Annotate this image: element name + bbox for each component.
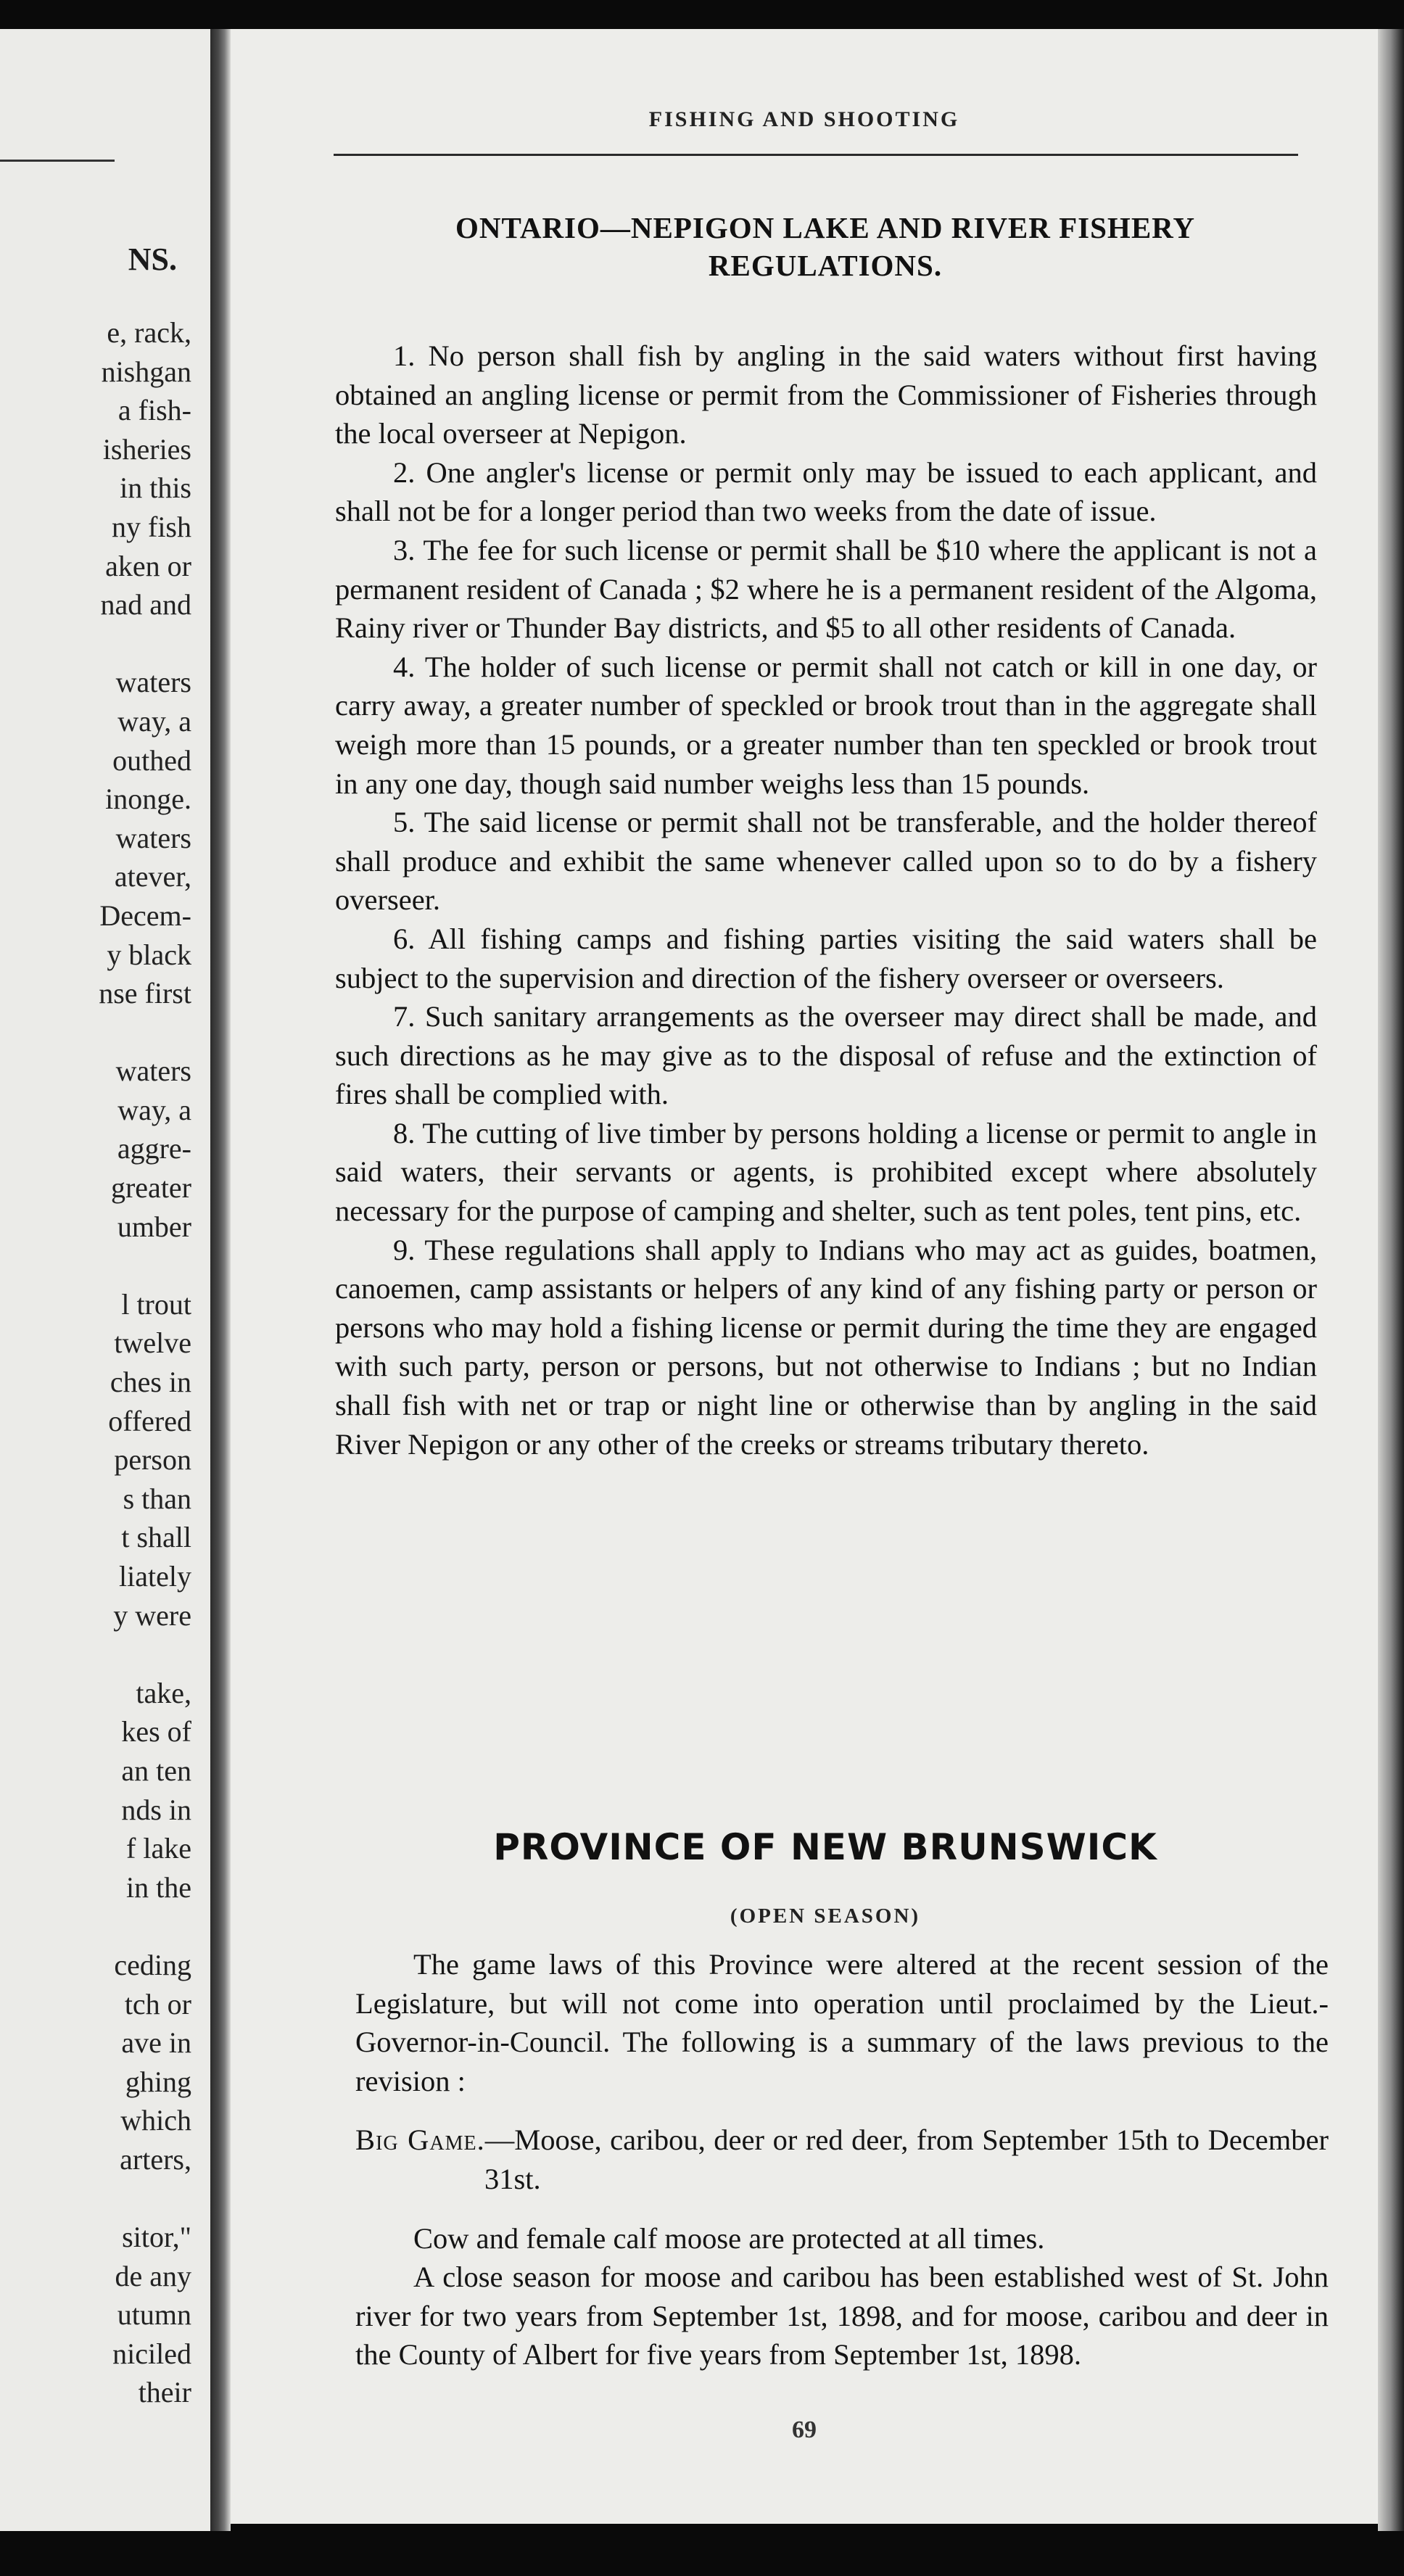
regulation-paragraph: 7. Such sanitary arrangements as the overseer may direct shall be made, and such directions as he may give as to the disposal of refuse and the extinction of fires shall be complied with. [335, 1000, 1317, 1111]
previous-page-line: de any [115, 2259, 191, 2292]
previous-page-line: take, [136, 1676, 191, 1709]
previous-page-line [3, 1907, 191, 1946]
regulation-paragraph: 1. No person shall fish by angling in the said waters without first having obtained an angling license or permit from the Commissioner of Fisheries through the local overseer at Nepigon. [335, 339, 1317, 450]
previous-page-line: sitor," [122, 2221, 191, 2254]
previous-page-line: e, rack, [107, 316, 191, 349]
page-number: 69 [792, 2416, 817, 2443]
close-season-paragraph: A close season for moose and caribou has been established west of St. John river for two years from September 1st, 1898, and for moose, caribou and deer in the County of Albert for five years from September 1st, 1898. [355, 2261, 1329, 2371]
big-game-entry [355, 2121, 1329, 2198]
ontario-regulations [335, 337, 1317, 1464]
previous-page-line: kes of [121, 1715, 191, 1749]
previous-page-line: aken or [105, 549, 191, 582]
regulation-paragraph: 4. The holder of such license or permit shall not catch or kill in one day, or carry away, a greater number of speckled or brook trout than in the aggregate shall weigh more than 15 pounds, or a greater number than ten speckled or brook trout in any one day, though said number weighs less than 15 pounds. [335, 650, 1317, 800]
book-gutter [210, 29, 231, 2531]
regulation-paragraph: 3. The fee for such license or permit shall be $10 where the applicant is not a permanent resident of Canada ; $2 where he is a permanent resident of the Algoma, Rainy river or Thunder Bay districts, and $5 to all other residents of Canada. [335, 533, 1317, 645]
previous-page-line: in this [120, 471, 191, 505]
previous-page-line: s than [123, 1482, 191, 1515]
running-header: FISHING AND SHOOTING [648, 107, 960, 131]
previous-page-line: greater [110, 1171, 191, 1205]
previous-page-line: utumn [117, 2298, 191, 2332]
previous-page-line: t shall [121, 1521, 191, 1554]
previous-page-line: a fish- [117, 394, 191, 427]
previous-page-line: person [114, 1443, 191, 1477]
previous-page-line [3, 624, 191, 664]
previous-page-line: which [120, 2104, 191, 2137]
previous-page-line: ceding [114, 1948, 191, 1981]
previous-page-line: nad and [100, 588, 191, 622]
previous-page-header-rule [0, 160, 115, 162]
previous-page-line: atever, [114, 860, 191, 893]
previous-page-line: isheries [102, 432, 191, 466]
previous-page-line: aggre- [117, 1132, 191, 1165]
cow-moose-paragraph: Cow and female calf moose are protected at all times. [413, 2221, 1045, 2255]
previous-page-line: ghing [125, 2065, 191, 2098]
regulation-paragraph: 5. The said license or permit shall not be transferable, and the holder thereof shall produce and exhibit the same whenever called upon so to do by a fishery overseer. [335, 806, 1317, 917]
previous-page-heading: NS. [128, 242, 177, 277]
book-page [231, 29, 1378, 2524]
previous-page-line: in the [126, 1870, 191, 1904]
new-brunswick-section-body [355, 1945, 1329, 2374]
previous-page-text-column [3, 313, 191, 2412]
previous-page-line: waters [115, 1054, 191, 1088]
previous-page-line: l trout [121, 1287, 191, 1321]
previous-page-line: niciled [112, 2337, 191, 2370]
previous-page-line: waters [115, 666, 191, 699]
previous-page-line: twelve [114, 1326, 191, 1360]
previous-page-line: their [138, 2376, 191, 2409]
previous-page-line: arters, [120, 2142, 191, 2176]
big-game-text: —Moose, caribou, deer or red deer, from September 15th to December 31st. [484, 2123, 1329, 2195]
regulation-paragraph: 8. The cutting of live timber by persons holding a license or permit to angle in said waters, their servants or agents, is prohibited except where absolutely necessary for the purpose of camping and shelter, such as tent poles, tent pins, etc. [335, 1116, 1317, 1228]
previous-page-fragment [0, 29, 212, 2531]
previous-page-line: offered [108, 1404, 191, 1437]
regulation-paragraph: 6. All fishing camps and fishing parties visiting the said waters shall be subject to the supervision and direction of the fishery overseer or overseers. [335, 922, 1317, 994]
previous-page-line: nishgan [101, 355, 191, 388]
open-season-subtitle: (OPEN SEASON) [730, 1904, 921, 1928]
previous-page-line: outhed [112, 743, 191, 777]
new-brunswick-section-title: PROVINCE OF NEW BRUNSWICK [493, 1826, 1157, 1868]
previous-page-line: tch or [124, 1987, 191, 2020]
previous-page-line: waters [115, 821, 191, 854]
header-rule [334, 154, 1298, 156]
previous-page-line: liately [119, 1560, 191, 1593]
previous-page-line [3, 1013, 191, 1052]
previous-page-line: Decem- [99, 899, 191, 932]
big-game-label: Big Game. [355, 2123, 485, 2157]
regulation-paragraph: 9. These regulations shall apply to Indians who may act as guides, boatmen, canoemen, camp assistants or helpers of any kind of any fishing party or person or persons who may hold a fishing license or permit during the time they are engaged with such party, person or persons, but not otherwise to Indians ; but no Indian shall fish with net or trap or night line or otherwise than by angling in the said River Nepigon or any other of the creeks or streams tributary thereto. [335, 1233, 1317, 1461]
previous-page-line: way, a [117, 704, 191, 738]
previous-page-line [3, 2179, 191, 2218]
page-edge-shadow [1378, 29, 1404, 2531]
previous-page-line: ave in [121, 2026, 191, 2060]
regulation-paragraph: 2. One angler's license or permit only may be issued to each applicant, and shall not be for a longer period than two weeks from the date of issue. [335, 455, 1317, 528]
previous-page-line: ny fish [112, 510, 191, 543]
previous-page-line: ches in [110, 1366, 191, 1399]
previous-page-line: nds in [121, 1793, 191, 1826]
previous-page-line: f lake [126, 1832, 191, 1865]
previous-page-line [3, 1246, 191, 1285]
previous-page-line [3, 1635, 191, 1674]
previous-page-line: umber [117, 1210, 191, 1243]
previous-page-line: an ten [121, 1754, 191, 1787]
previous-page-line: y were [113, 1598, 191, 1632]
previous-page-line: inonge. [105, 783, 191, 816]
ontario-section-title: ONTARIO—NEPIGON LAKE AND RIVER FISHERY REGULATIONS. [455, 211, 1195, 282]
intro-paragraph: The game laws of this Province were altered at the recent session of the Legislature, but will not come into operation until proclaimed by the Lieut.-Governor-in-Council. The following is a summary of the laws previous to the revision : [355, 1948, 1329, 2097]
previous-page-line: nse first [99, 977, 191, 1010]
previous-page-line: y black [107, 938, 191, 971]
previous-page-line: way, a [117, 1093, 191, 1126]
